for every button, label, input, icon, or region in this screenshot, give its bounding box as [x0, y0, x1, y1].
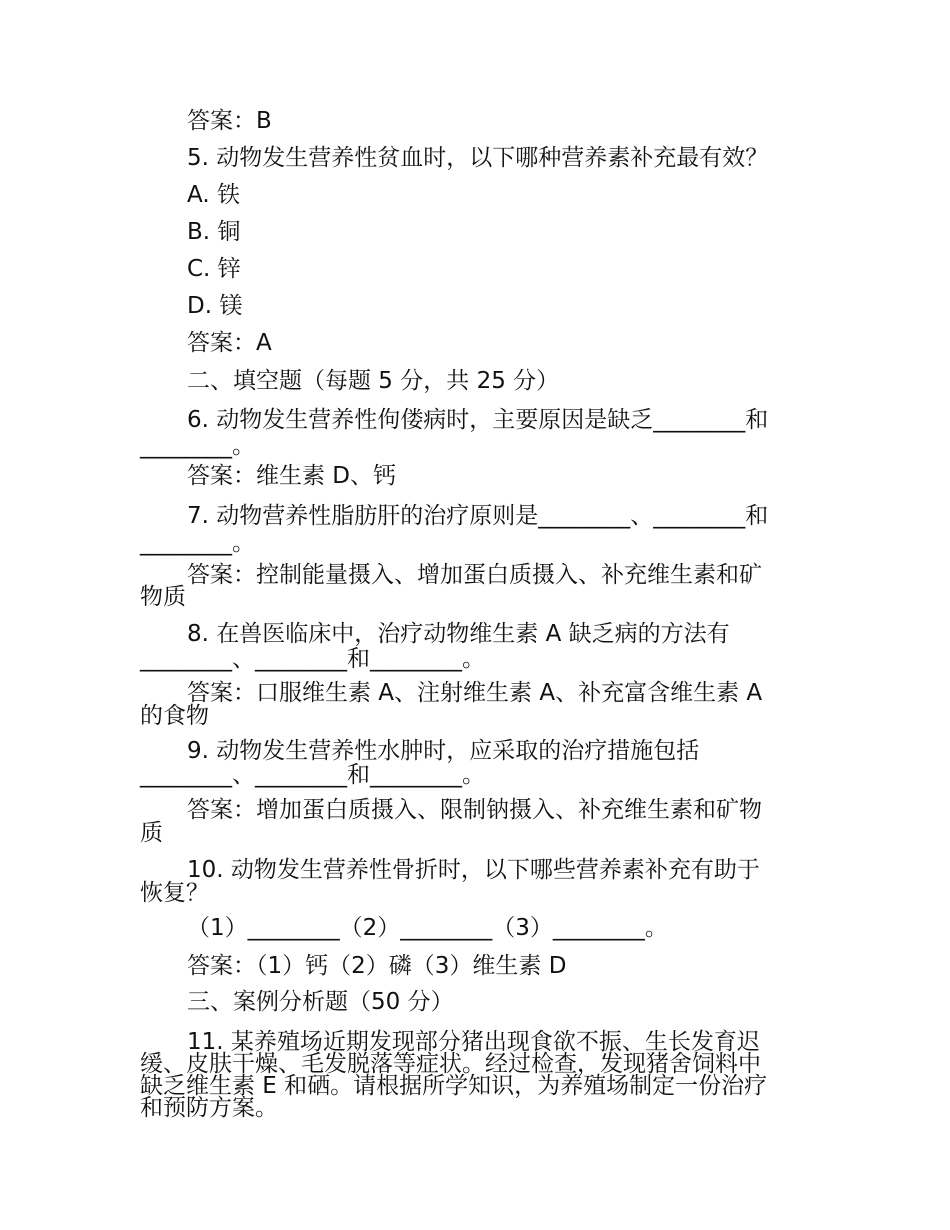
section-2-title: 二、填空题（每题 5 分，共 25 分） [187, 368, 560, 394]
q10-line-2: 恢复？ [140, 880, 209, 906]
q9-line-1: 9. 动物发生营养性水肿时，应采取的治疗措施包括 [187, 738, 700, 764]
q7-line-2: ________。 [140, 530, 255, 556]
q7-line-1: 7. 动物营养性脂肪肝的治疗原则是________、________和 [187, 503, 769, 529]
q6-line-2: ________。 [140, 433, 255, 459]
q11-line-3: 缺乏维生素 E 和硒。请根据所学知识，为养殖场制定一份治疗 [140, 1073, 768, 1099]
q5-option-a: A. 铁 [187, 182, 240, 208]
q8-answer-line-2: 的食物 [140, 703, 209, 729]
q8-answer-line-1: 答案：口服维生素 A、注射维生素 A、补充富含维生素 A [187, 680, 763, 706]
q5-option-d: D. 镁 [187, 293, 243, 319]
q8-line-2: ________、________和________。 [140, 646, 485, 672]
q10-blanks: （1）________（2）________（3）________。 [187, 915, 668, 941]
q10-answer: 答案：（1）钙（2）磷（3）维生素 D [187, 953, 567, 979]
q5-option-b: B. 铜 [187, 219, 241, 245]
q10-line-1: 10. 动物发生营养性骨折时，以下哪些营养素补充有助于 [187, 857, 760, 883]
q5-answer: 答案：A [187, 330, 272, 356]
q11-line-4: 和预防方案。 [140, 1095, 278, 1121]
q9-answer-line-1: 答案：增加蛋白质摄入、限制钠摄入、补充维生素和矿物 [187, 797, 762, 823]
q8-line-1: 8. 在兽医临床中，治疗动物维生素 A 缺乏病的方法有 [187, 621, 730, 647]
q7-answer-line-2: 物质 [140, 584, 186, 610]
q6-answer: 答案：维生素 D、钙 [187, 463, 397, 489]
q4-answer: 答案：B [187, 108, 272, 134]
section-3-title: 三、案例分析题（50 分） [187, 989, 454, 1015]
q9-line-2: ________、________和________。 [140, 762, 485, 788]
q6-line-1: 6. 动物发生营养性佝偻病时，主要原因是缺乏________和 [187, 407, 769, 433]
q7-answer-line-1: 答案：控制能量摄入、增加蛋白质摄入、补充维生素和矿 [187, 562, 762, 588]
q11-line-1: 11. 某养殖场近期发现部分猪出现食欲不振、生长发育迟 [187, 1029, 760, 1055]
q11-line-2: 缓、皮肤干燥、毛发脱落等症状。经过检查，发现猪舍饲料中 [140, 1051, 761, 1077]
q5-question: 5. 动物发生营养性贫血时，以下哪种营养素补充最有效？ [187, 145, 769, 171]
q9-answer-line-2: 质 [140, 820, 163, 846]
q5-option-c: C. 锌 [187, 256, 241, 282]
